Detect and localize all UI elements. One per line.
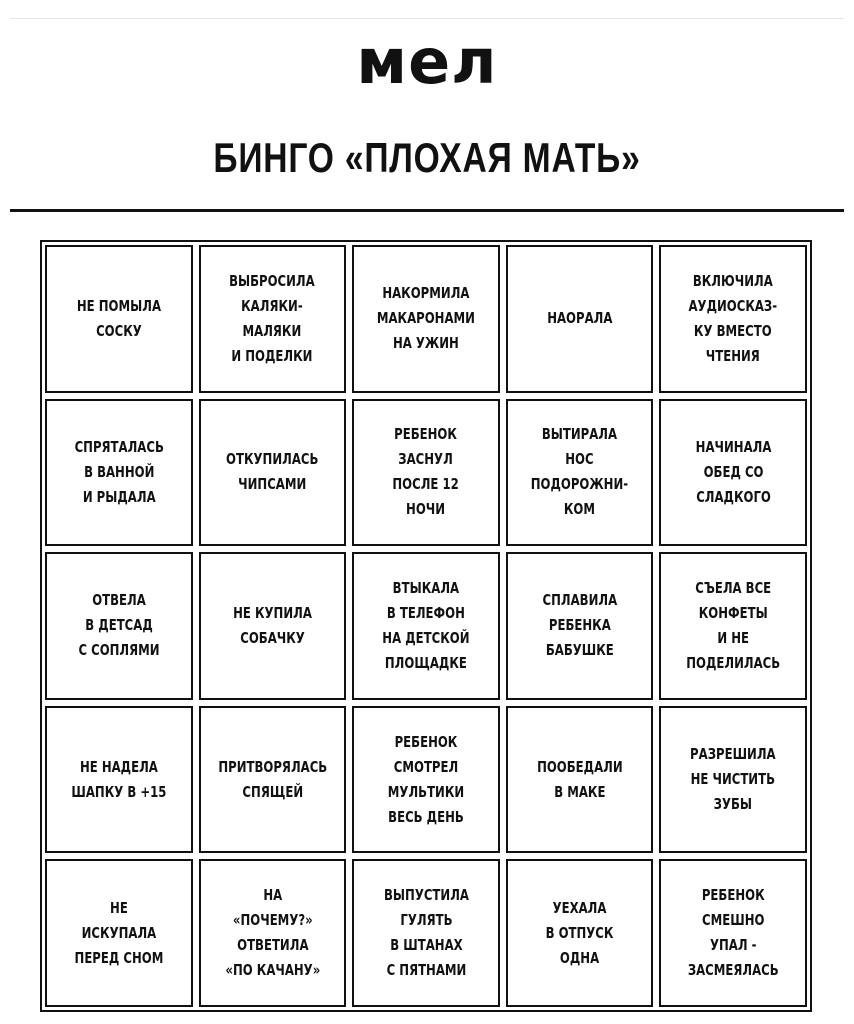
bingo-cell xyxy=(45,399,193,547)
bingo-cell-text: ВЫПУСТИЛА ГУЛЯТЬ В ШТАНАХ С ПЯТНАМИ xyxy=(383,886,469,980)
bingo-cell-text: ОТКУПИЛАСЬ ЧИПСАМИ xyxy=(226,450,319,494)
bingo-cell-text: ВЫБРОСИЛА КАЛЯКИ- МАЛЯКИ И ПОДЕЛКИ xyxy=(229,271,316,365)
bingo-cell-text: УЕХАЛА В ОТПУСК ОДНА xyxy=(545,898,614,967)
bingo-cell-text: НЕ ПОМЫЛА СОСКУ xyxy=(76,296,161,340)
bingo-cell-text: СПЛАВИЛА РЕБЕНКА БАБУШКЕ xyxy=(542,591,617,660)
bingo-cell xyxy=(659,552,807,700)
bingo-cell-text: РЕБЕНОК СМОТРЕЛ МУЛЬТИКИ ВЕСЬ ДЕНЬ xyxy=(387,732,465,826)
bingo-cell xyxy=(659,245,807,393)
bingo-cell xyxy=(506,399,654,547)
bingo-cell-text: ВТЫКАЛА В ТЕЛЕФОН НА ДЕТСКОЙ ПЛОЩАДКЕ xyxy=(382,578,470,672)
bingo-cell xyxy=(659,399,807,547)
bingo-cell xyxy=(45,859,193,1007)
bingo-cell-text: СЪЕЛА ВСЕ КОНФЕТЫ И НЕ ПОДЕЛИЛАСЬ xyxy=(686,578,781,672)
bingo-cell xyxy=(199,552,347,700)
title-divider xyxy=(10,209,844,212)
page-title: БИНГО «ПЛОХАЯ МАТЬ» xyxy=(213,134,641,181)
bingo-cell-text: НАЧИНАЛА ОБЕД СО СЛАДКОГО xyxy=(695,437,772,506)
bingo-cell-text: НЕ НАДЕЛА ШАПКУ В +15 xyxy=(71,757,167,801)
bingo-cell xyxy=(506,245,654,393)
bingo-cell xyxy=(352,859,500,1007)
bingo-cell xyxy=(352,706,500,854)
bingo-cell-text: РЕБЕНОК ЗАСНУЛ ПОСЛЕ 12 НОЧИ xyxy=(392,425,460,519)
bingo-cell xyxy=(199,245,347,393)
top-rule xyxy=(10,18,844,19)
bingo-cell xyxy=(199,706,347,854)
bingo-cell xyxy=(352,552,500,700)
bingo-cell-text: ПООБЕДАЛИ В МАКЕ xyxy=(536,757,623,801)
bingo-cell-text: ОТВЕЛА В ДЕТСАД С СОПЛЯМИ xyxy=(78,591,160,660)
bingo-cell-text: РЕБЕНОК СМЕШНО УПАЛ - ЗАСМЕЯЛАСЬ xyxy=(687,886,779,980)
bingo-cell-text: ВКЛЮЧИЛА АУДИОСКАЗ- КУ ВМЕСТО ЧТЕНИЯ xyxy=(688,271,778,365)
bingo-cell-text: РАЗРЕШИЛА НЕ ЧИСТИТЬ ЗУБЫ xyxy=(690,745,776,814)
bingo-cell-text: СПРЯТАЛАСЬ В ВАННОЙ И РЫДАЛА xyxy=(74,437,164,506)
bingo-cell-text: ВЫТИРАЛА НОС ПОДОРОЖНИ- КОМ xyxy=(530,425,629,519)
bingo-cell-text: НА «ПОЧЕМУ?» ОТВЕТИЛА «ПО КАЧАНУ» xyxy=(224,886,320,980)
bingo-cell xyxy=(352,245,500,393)
brand-logo: мел xyxy=(356,25,498,98)
bingo-cell xyxy=(506,859,654,1007)
bingo-grid xyxy=(40,240,812,1012)
bingo-cell-text: НЕ ИСКУПАЛА ПЕРЕД СНОМ xyxy=(74,898,164,967)
bingo-cell xyxy=(45,706,193,854)
bingo-cell xyxy=(506,552,654,700)
bingo-cell-text: ПРИТВОРЯЛАСЬ СПЯЩЕЙ xyxy=(217,757,327,801)
bingo-cell xyxy=(352,399,500,547)
bingo-cell-text: НАОРАЛА xyxy=(546,309,613,328)
bingo-cell xyxy=(199,399,347,547)
bingo-cell-text: НАКОРМИЛА МАКАРОНАМИ НА УЖИН xyxy=(376,284,476,353)
bingo-cell xyxy=(45,245,193,393)
bingo-cell xyxy=(659,859,807,1007)
bingo-cell xyxy=(659,706,807,854)
bingo-cell xyxy=(199,859,347,1007)
bingo-cell xyxy=(506,706,654,854)
bingo-cell xyxy=(45,552,193,700)
bingo-cell-text: НЕ КУПИЛА СОБАЧКУ xyxy=(232,603,312,647)
